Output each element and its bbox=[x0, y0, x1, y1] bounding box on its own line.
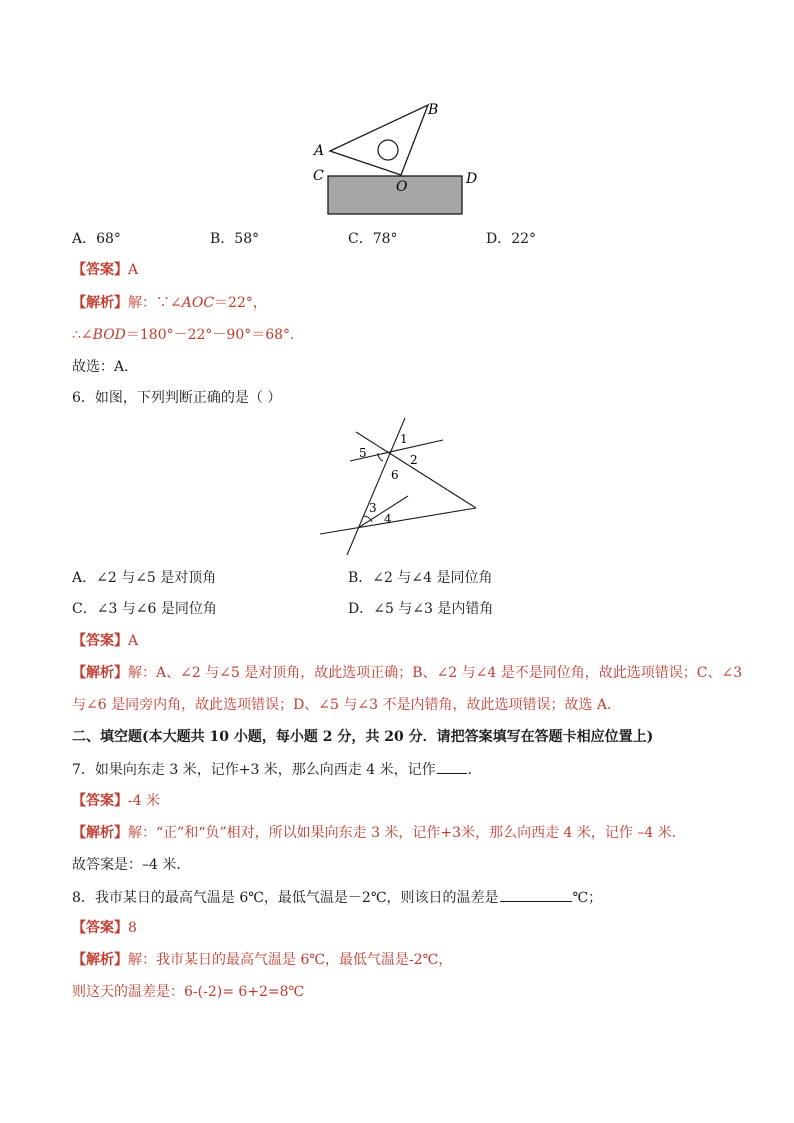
q8-stem-end: ℃； bbox=[572, 890, 603, 906]
q5-analysis-line-1 bbox=[72, 293, 267, 313]
q8-analysis bbox=[72, 950, 452, 970]
q6-option-c: C．∠3 与∠6 是同位角 bbox=[72, 601, 217, 617]
analysis-text: ＝180°－22°－90°＝68°． bbox=[125, 327, 305, 343]
analysis-tag: 【解析】 bbox=[72, 295, 128, 311]
angle-label-3: 3 bbox=[369, 501, 377, 515]
q7-stem-text: 7．如果向东走 3 米，记作+3 米，那么向西走 4 米，记作 bbox=[72, 762, 436, 778]
q5-option-b: B．58° bbox=[210, 231, 260, 247]
q6-stem: 6．如图，下列判断正确的是（ ） bbox=[72, 390, 282, 406]
q5-answer bbox=[72, 260, 138, 280]
q8-conclusion: 则这天的温差是：6-(-2)= 6+2=8℃ bbox=[72, 984, 305, 1000]
answer-value: A bbox=[128, 262, 139, 278]
label-o: O bbox=[396, 179, 408, 195]
answer-value: -4 米 bbox=[128, 793, 161, 809]
line-lower bbox=[320, 508, 476, 534]
q6-option-a: A．∠2 与∠5 是对顶角 bbox=[72, 570, 217, 586]
q5-option-a: A．68° bbox=[72, 231, 121, 247]
label-b: B bbox=[428, 102, 439, 118]
q5-analysis-line-2 bbox=[72, 325, 304, 345]
triangle-aob bbox=[330, 105, 428, 175]
label-c: C bbox=[313, 168, 324, 184]
analysis-text: 解：A、∠2 与∠5 是对顶角，故此选项正确；B、∠2 与∠4 是不是同位角，故此选项错误；C、∠3 bbox=[128, 665, 743, 681]
answer-tag: 【答案】 bbox=[72, 920, 128, 936]
label-a: A bbox=[314, 143, 325, 159]
answer-tag: 【答案】 bbox=[72, 262, 128, 278]
q7-stem-end: ． bbox=[467, 762, 482, 778]
line-diagonal bbox=[356, 432, 476, 508]
q5-option-d: D．22° bbox=[486, 231, 537, 247]
analysis-tag: 【解析】 bbox=[72, 952, 128, 968]
q6-option-d: D．∠5 与∠3 是内错角 bbox=[348, 601, 494, 617]
analysis-text: ＝22°， bbox=[214, 295, 267, 311]
angle-name: BOD bbox=[92, 327, 126, 343]
q6-analysis-line-1 bbox=[72, 663, 742, 683]
q7-answer bbox=[72, 791, 160, 811]
q6-analysis-line-2: 与∠6 是同旁内角，故此选项错误；D、∠5 与∠3 不是内错角，故此选项错误；故选 A． bbox=[72, 697, 622, 713]
analysis-tag: 【解析】 bbox=[72, 665, 128, 681]
answer-value: 8 bbox=[128, 920, 137, 936]
angle-label-2: 2 bbox=[410, 453, 418, 467]
triangle-hole bbox=[378, 140, 398, 160]
label-d: D bbox=[466, 171, 478, 187]
q7-answer-blank bbox=[437, 759, 467, 774]
answer-value: A bbox=[128, 633, 139, 649]
q8-stem-text: 8．我市某日的最高气温是 6℃，最低气温是－2℃，则该日的温差是 bbox=[72, 890, 499, 906]
ruler-rect bbox=[328, 176, 462, 214]
angle-label-6: 6 bbox=[391, 468, 399, 482]
q7-analysis bbox=[72, 823, 686, 843]
analysis-text: 解：∵∠ bbox=[128, 295, 182, 311]
q8-stem bbox=[72, 887, 602, 908]
angle-label-4: 4 bbox=[384, 512, 392, 526]
figure-triangle-ruler bbox=[300, 95, 500, 220]
line-steep bbox=[347, 418, 405, 555]
q7-conclusion: 故答案是：–4 米． bbox=[72, 857, 191, 873]
q8-answer-blank bbox=[500, 887, 572, 902]
analysis-tag: 【解析】 bbox=[72, 825, 128, 841]
q7-stem bbox=[72, 759, 482, 780]
analysis-text: ∴∠ bbox=[72, 327, 93, 343]
angle-arc-3 bbox=[363, 516, 372, 522]
angle-label-1: 1 bbox=[400, 432, 408, 446]
answer-tag: 【答案】 bbox=[72, 633, 128, 649]
analysis-text: 解：“正”和“负”相对，所以如果向东走 3 米，记作+3米，那么向西走 4 米，记作 –4 米． bbox=[128, 825, 686, 841]
q6-answer bbox=[72, 631, 138, 651]
analysis-text: 解：我市某日的最高气温是 6℃，最低气温是-2℃， bbox=[128, 952, 453, 968]
answer-tag: 【答案】 bbox=[72, 793, 128, 809]
q5-conclusion: 故选：A． bbox=[72, 359, 139, 375]
angle-label-5: 5 bbox=[359, 446, 367, 460]
section-heading: 二、填空题(本大题共 10 小题，每小题 2 分，共 20 分．请把答案填写在答题卡相应位置上) bbox=[72, 729, 654, 745]
figure-intersecting-lines bbox=[310, 412, 490, 562]
q8-answer bbox=[72, 918, 137, 938]
angle-name: AOC bbox=[181, 295, 215, 311]
q6-option-b: B．∠2 与∠4 是同位角 bbox=[348, 570, 493, 586]
q5-option-c: C．78° bbox=[348, 231, 398, 247]
